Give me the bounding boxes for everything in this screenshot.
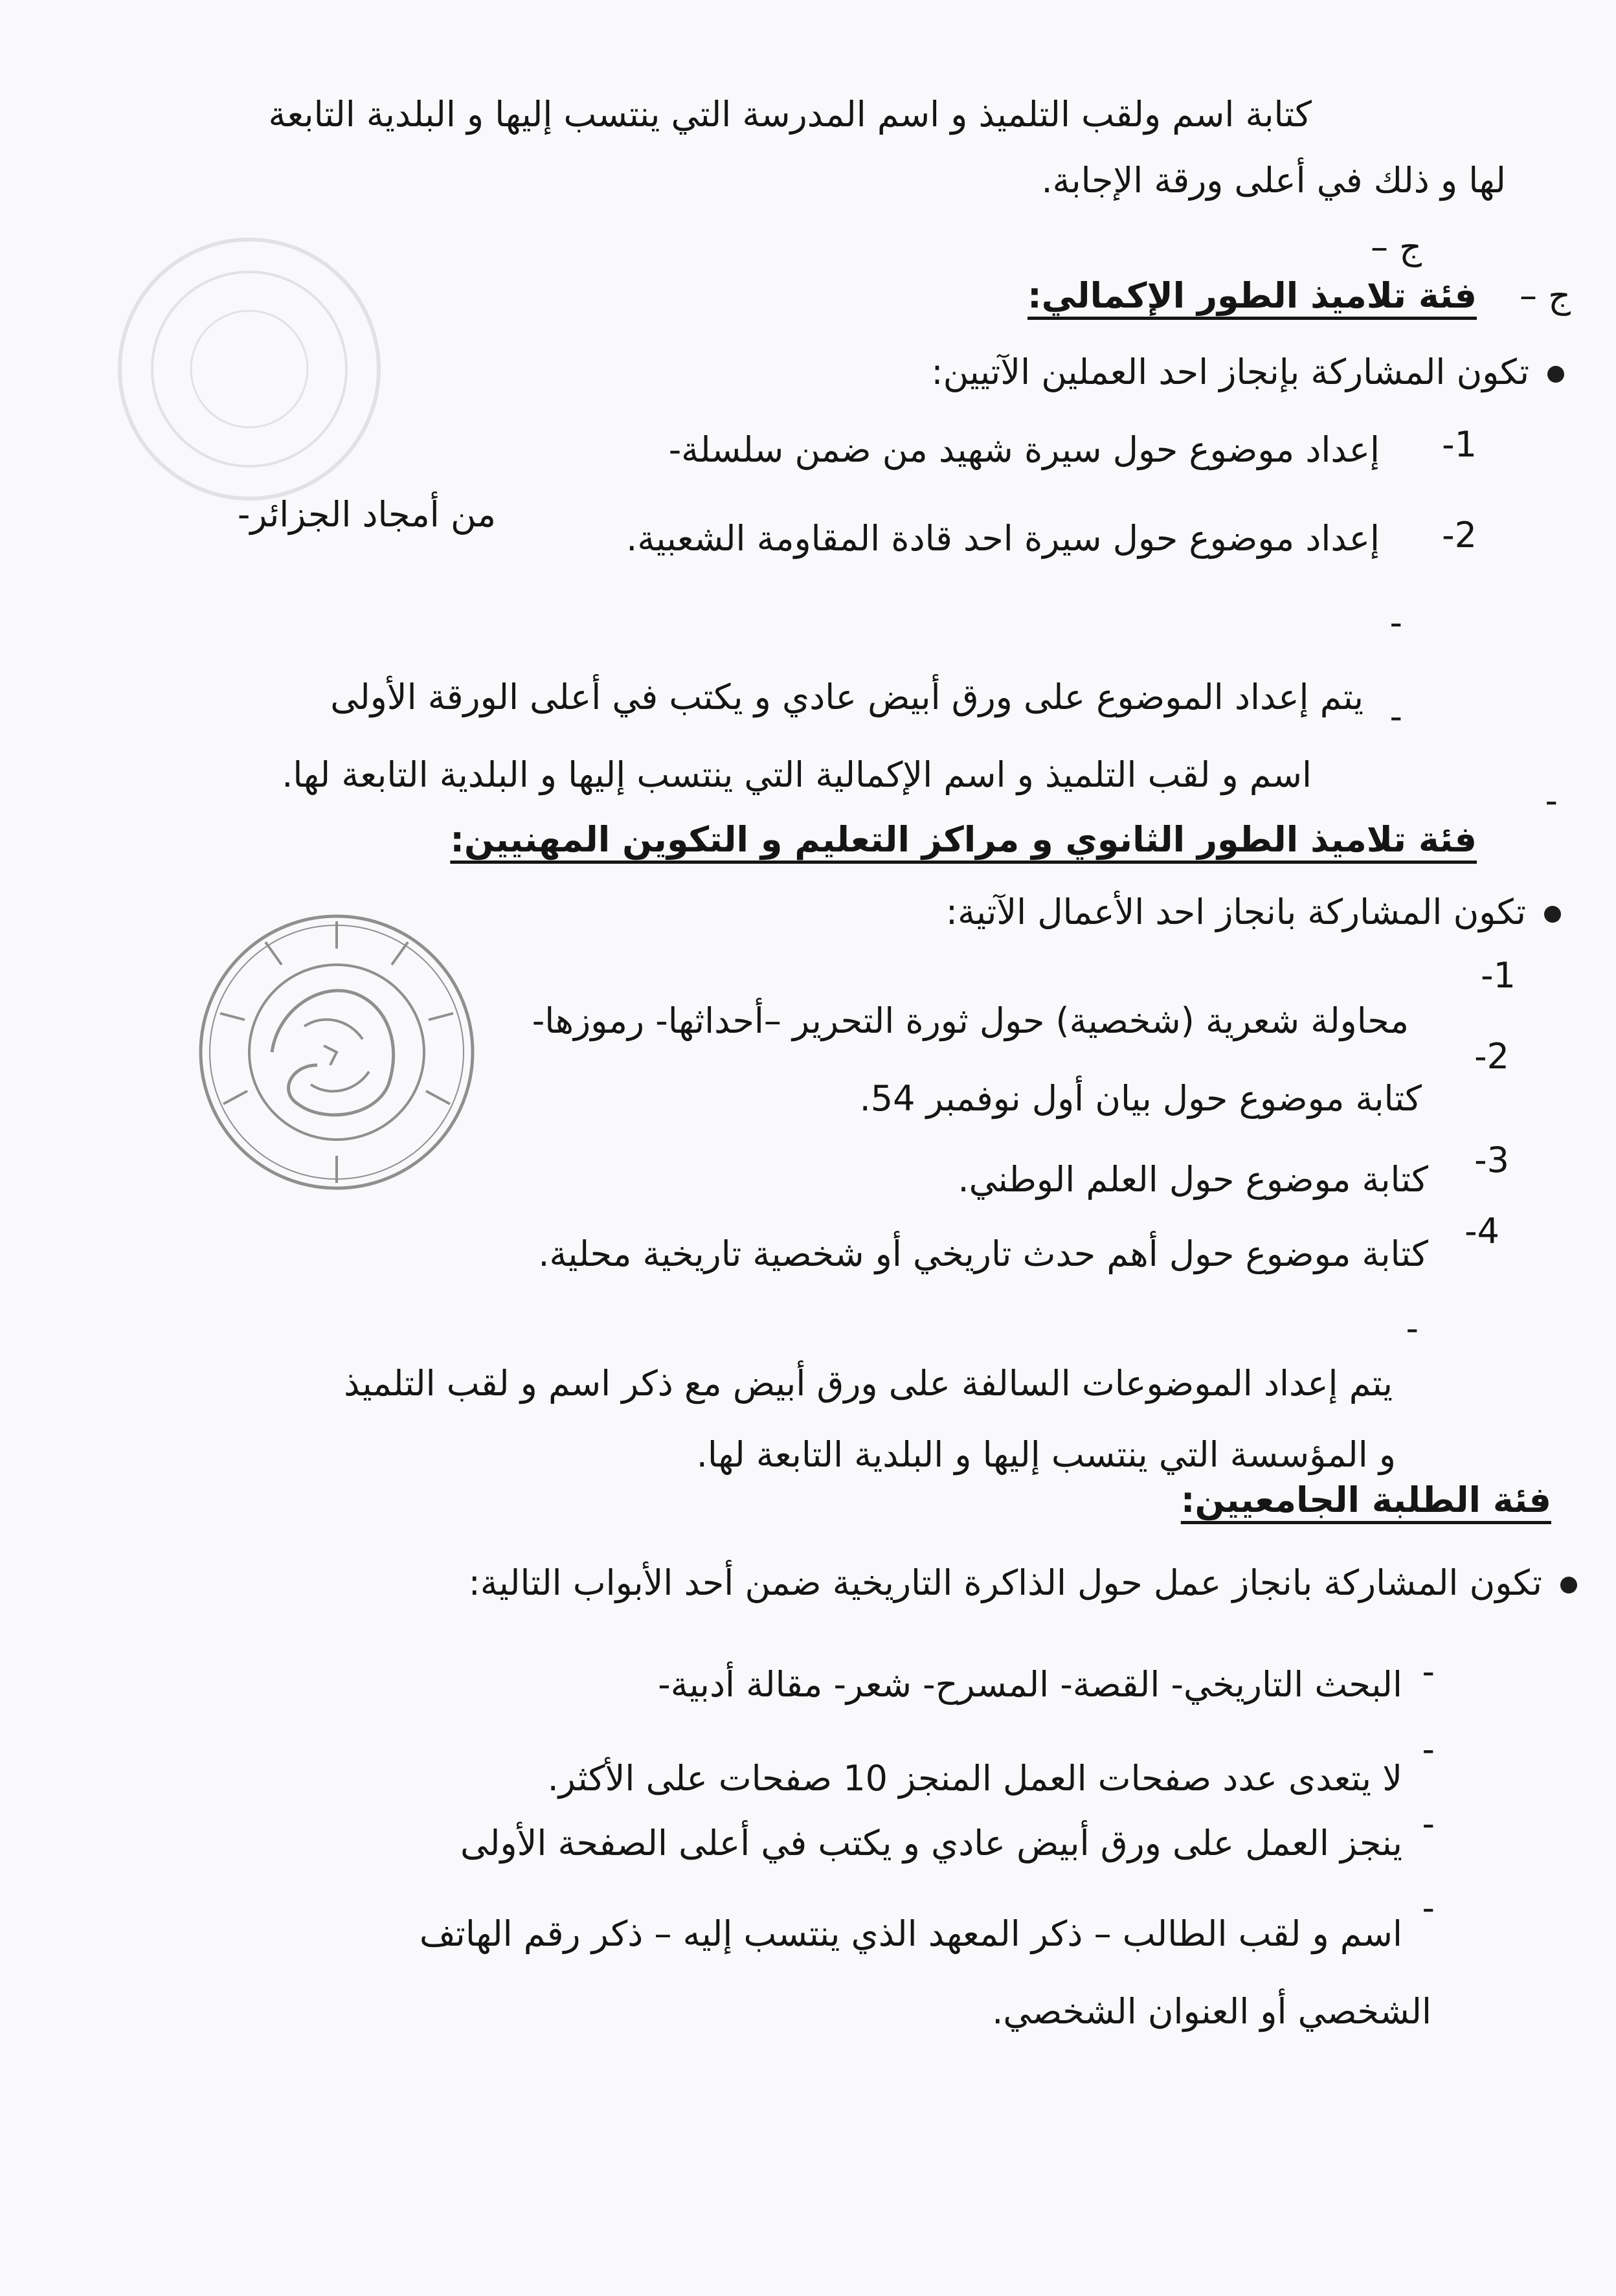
university-item-3: ينجز العمل على ورق أبيض عادي و يكتب في أعلى الصفحة الأولى bbox=[460, 1823, 1402, 1863]
secondary-note-1: يتم إعداد الموضوعات السالفة على ورق أبيض مع ذكر اسم و لقب التلميذ bbox=[344, 1363, 1393, 1404]
university-item-1: البحث التاريخي- القصة- المسرح- شعر- مقالة أدبية- bbox=[658, 1664, 1402, 1705]
middle-item-2: إعداد موضوع حول سيرة احد قادة المقاومة الشعبية. bbox=[626, 518, 1380, 559]
secondary-item-4: كتابة موضوع حول أهم حدث تاريخي أو شخصية تاريخية محلية. bbox=[538, 1233, 1428, 1274]
intro-line-1: كتابة اسم ولقب التلميذ و اسم المدرسة التي ينتسب إليها و البلدية التابعة bbox=[268, 94, 1312, 135]
university-item-3-dash: - bbox=[1422, 1803, 1435, 1844]
heading-university: فئة الطلبة الجامعيين: bbox=[1180, 1480, 1551, 1520]
secondary-item-2: كتابة موضوع حول بيان أول نوفمبر 54. bbox=[859, 1078, 1422, 1119]
university-intro: تكون المشاركة بانجاز عمل حول الذاكرة التاريخية ضمن أحد الأبواب التالية: bbox=[469, 1566, 1577, 1601]
secondary-item-3: كتابة موضوع حول العلم الوطني. bbox=[958, 1159, 1428, 1200]
intro-line-2: لها و ذلك في أعلى ورقة الإجابة. bbox=[1041, 160, 1506, 201]
intro-line-3: ج – bbox=[1370, 227, 1422, 267]
middle-item-1-series: من أمجاد الجزائر- bbox=[237, 494, 496, 535]
secondary-note-2: و المؤسسة التي ينتسب إليها و البلدية التابعة لها. bbox=[696, 1434, 1396, 1475]
bullet-icon bbox=[1544, 906, 1561, 923]
university-item-4-cont: الشخصي أو العنوان الشخصي. bbox=[992, 1991, 1431, 2032]
secondary-note-dash: - bbox=[1406, 1308, 1419, 1349]
secondary-item-4-num: 4- bbox=[1464, 1211, 1499, 1252]
section-label-c: ج – bbox=[1519, 275, 1571, 316]
middle-note-2: اسم و لقب التلميذ و اسم الإكمالية التي ينتسب إليها و البلدية التابعة لها. bbox=[282, 754, 1312, 795]
university-item-4-dash: - bbox=[1422, 1887, 1435, 1928]
university-item-2: لا يتعدى عدد صفحات العمل المنجز 10 صفحات على الأكثر. bbox=[547, 1758, 1402, 1799]
secondary-item-1-num: 1- bbox=[1481, 955, 1516, 996]
middle-note-1-dash: - bbox=[1389, 602, 1402, 643]
secondary-item-1: محاولة شعرية (شخصية) حول ثورة التحرير –أحداثها- رموزها- bbox=[532, 1000, 1409, 1041]
university-item-4: اسم و لقب الطالب – ذكر المعهد الذي ينتسب إليه – ذكر رقم الهاتف bbox=[419, 1913, 1402, 1954]
ministry-seal-stamp bbox=[194, 910, 479, 1195]
middle-item-2-num: 2- bbox=[1442, 515, 1477, 556]
heading-secondary: فئة تلاميذ الطور الثانوي و مراكز التعليم و التكوين المهنيين: bbox=[450, 819, 1477, 860]
secondary-item-3-num: 3- bbox=[1474, 1140, 1509, 1180]
heading-middle-school: فئة تلاميذ الطور الإكمالي: bbox=[1027, 275, 1477, 316]
seal-stamp-top bbox=[113, 233, 385, 505]
university-item-2-dash: - bbox=[1422, 1729, 1435, 1770]
middle-note-2-dash: - bbox=[1389, 696, 1402, 737]
middle-intro: تكون المشاركة بإنجاز احد العملين الآتيين: bbox=[931, 355, 1564, 390]
secondary-intro: تكون المشاركة بانجاز احد الأعمال الآتية: bbox=[946, 895, 1561, 930]
secondary-section-dash: - bbox=[1545, 780, 1558, 821]
university-item-1-dash: - bbox=[1422, 1651, 1435, 1692]
middle-item-1: إعداد موضوع حول سيرة شهيد من ضمن سلسلة- bbox=[668, 429, 1380, 470]
middle-item-1-num: 1- bbox=[1442, 424, 1477, 465]
middle-note-1: يتم إعداد الموضوع على ورق أبيض عادي و يكتب في أعلى الورقة الأولى bbox=[330, 677, 1364, 717]
bullet-icon bbox=[1547, 366, 1564, 383]
secondary-item-2-num: 2- bbox=[1474, 1036, 1509, 1077]
bullet-icon bbox=[1560, 1577, 1577, 1593]
